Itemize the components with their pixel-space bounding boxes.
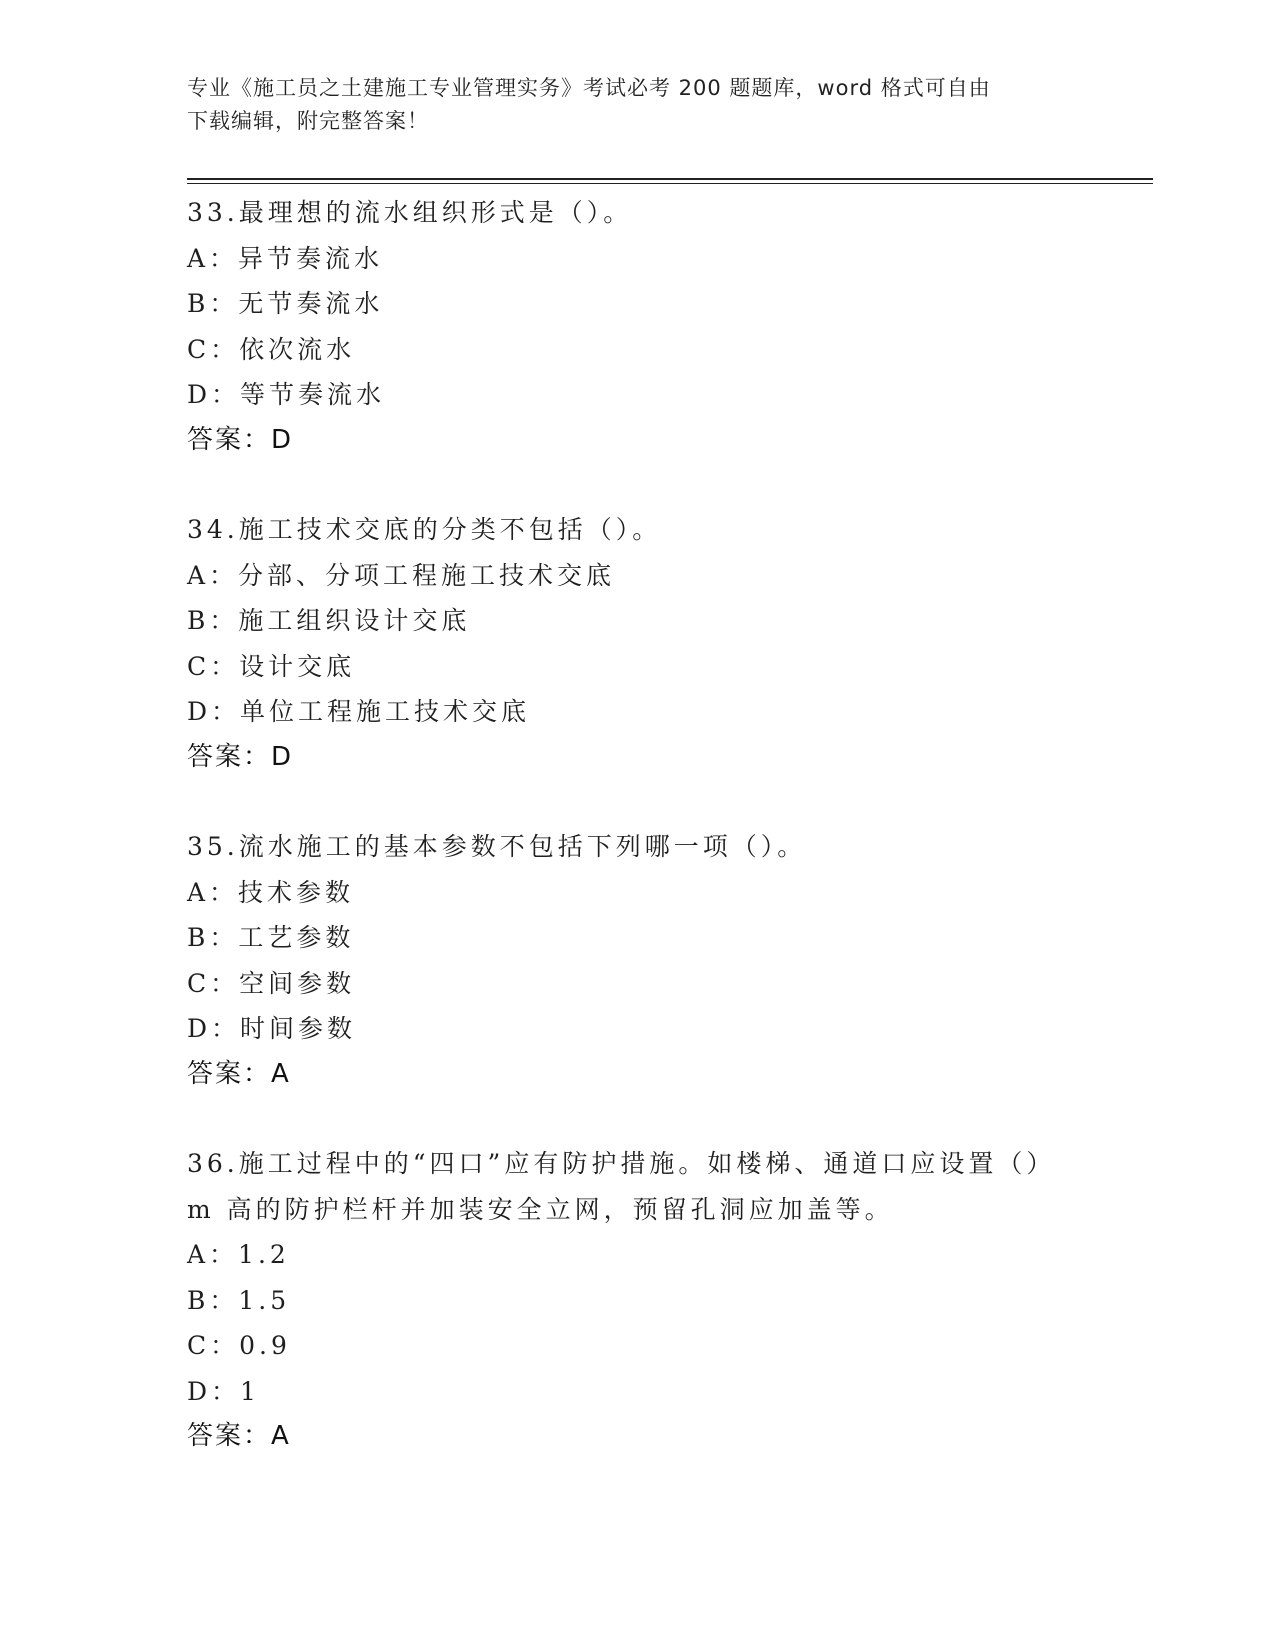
option-c: C：0.9 — [187, 1331, 291, 1360]
option-a: A：技术参数 — [187, 877, 355, 907]
question-34 — [187, 507, 1087, 780]
answer: 答案：D — [187, 424, 294, 455]
answer: 答案：D — [187, 741, 294, 772]
option-d: D：1 — [187, 1376, 260, 1406]
option-b: B：无节奏流水 — [187, 289, 384, 318]
option-d: D：单位工程施工技术交底 — [187, 697, 531, 726]
header-divider-thin — [187, 183, 1153, 184]
option-a: A：1.2 — [187, 1240, 290, 1269]
question-stem: 33.最理想的流水组织形式是（）。 — [187, 198, 633, 227]
question-stem: 35.流水施工的基本参数不包括下列哪一项（）。 — [187, 832, 807, 861]
question-stem: 34.施工技术交底的分类不包括（）。 — [187, 515, 662, 544]
option-b: B：工艺参数 — [187, 923, 355, 952]
option-a: A：分部、分项工程施工技术交底 — [187, 560, 616, 590]
answer: 答案：A — [187, 1421, 291, 1451]
question-stem-continued: m 高的防护栏杆并加装安全立网，预留孔洞应加盖等。 — [187, 1194, 894, 1224]
option-c: C：依次流水 — [187, 334, 356, 364]
option-d: D：等节奏流水 — [187, 380, 386, 409]
question-35 — [187, 824, 1087, 1097]
header-divider-thick — [187, 178, 1153, 180]
document-header — [187, 72, 1067, 138]
header-line-2: 下载编辑，附完整答案！ — [187, 109, 429, 133]
option-d: D：时间参数 — [187, 1014, 357, 1043]
question-stem: 36.施工过程中的“四口”应有防护措施。如楼梯、通道口应设置（） — [187, 1149, 1056, 1178]
question-33 — [187, 190, 1087, 463]
header-line-1: 专业《施工员之土建施工专业管理实务》考试必考 200 题题库，word 格式可自由 — [187, 76, 991, 100]
question-36 — [187, 1141, 1087, 1460]
option-c: C：设计交底 — [187, 651, 356, 681]
answer: 答案：A — [187, 1058, 291, 1089]
option-b: B：施工组织设计交底 — [187, 606, 471, 635]
option-b: B：1.5 — [187, 1285, 291, 1315]
option-c: C：空间参数 — [187, 968, 356, 998]
option-a: A：异节奏流水 — [187, 243, 384, 273]
question-list — [187, 190, 1087, 1504]
